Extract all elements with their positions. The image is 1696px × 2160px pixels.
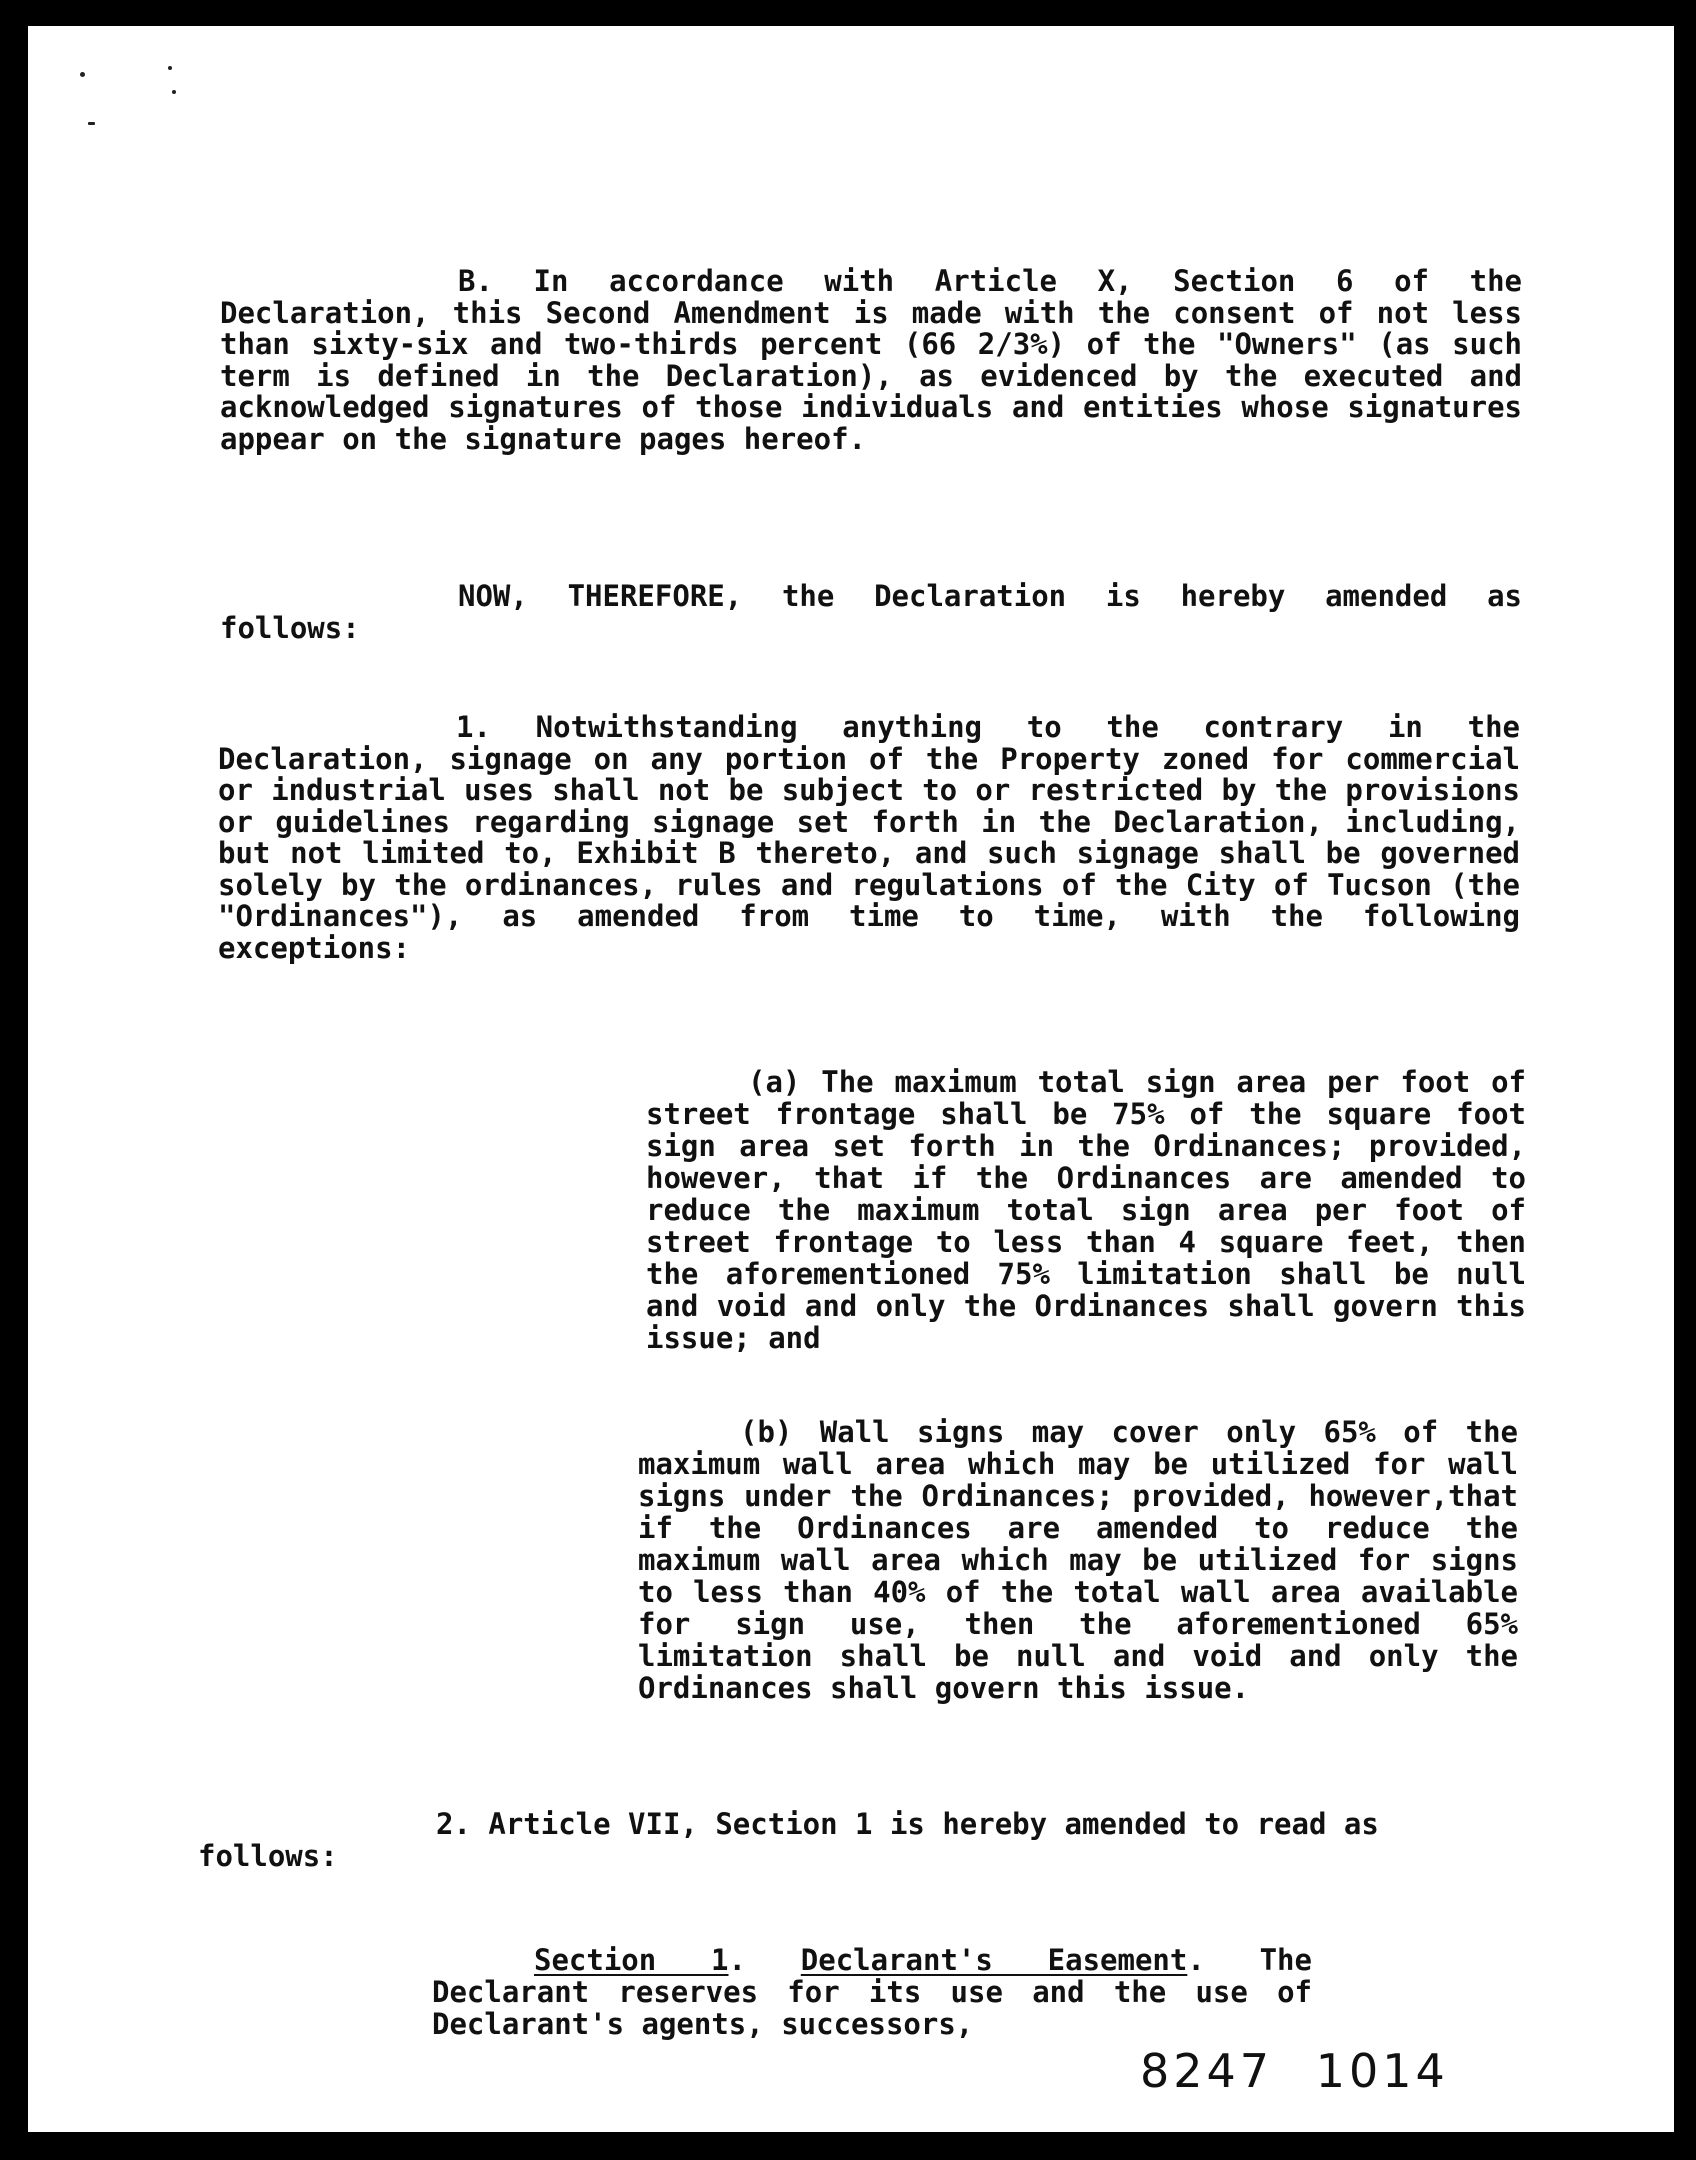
section-1-heading: Section 1 [534,1943,729,1977]
section-1-title: Declarant's Easement [800,1943,1188,1977]
subparagraph-a [646,1066,1526,1354]
section-1-text: . The Declarant reserves for its use and the use of Declarant's agents, successors, [432,1943,1312,2041]
paragraph-1 [218,712,1520,964]
paragraph-b-text: B. In accordance with Article X, Section 6 of the Declaration, this Second Amendment is made with the consent of not less than sixty-six and two-thirds percent (66 2/3%) of the "Owners" (as such term is defined in the Declaration), as evidenced by the executed and acknowledged signatures of those individuals and entities whose signatures appear on the signature pages hereof. [220,264,1522,456]
paragraph-1-text: 1. Notwithstanding anything to the contrary in the Declaration, signage on any portion of the Property zoned for commercial or industrial uses shall not be subject to or restricted by the provisions or guidelines regarding signage set forth in the Declaration, including, but not limited to, Exhibit B thereto, and such signage shall be governed solely by the ordinances, rules and regulations of the City of Tucson (the "Ordinances"), as amended from time to time, with the following exceptions: [218,710,1520,965]
paragraph-2-text: 2. Article VII, Section 1 is hereby amended to read as follows: [198,1807,1379,1873]
scan-speck [168,66,172,70]
section-1-declarants-easement [432,1944,1312,2040]
section-1-separator: . [728,1943,746,1977]
scan-speck [88,122,95,125]
paragraph-2 [198,1808,1500,1872]
subparagraph-b [638,1416,1518,1704]
scan-speck [80,72,85,77]
page-number: 8247 1014 [1140,2044,1449,2098]
paragraph-b [220,266,1522,455]
document-sheet [28,26,1674,2132]
subparagraph-b-text: (b) Wall signs may cover only 65% of the maximum wall area which may be utilized for wall signs under the Ordinances; provided, however,that if the Ordinances are amended to reduce the maximum wall area which may be utilized for signs to less than 40% of the total wall area available for sign use, then the aforementioned 65% limitation shall be null and void and only the Ordinances shall govern this issue. [638,1415,1518,1705]
paragraph-now-therefore [220,581,1522,644]
subparagraph-a-text: (a) The maximum total sign area per foot of street frontage shall be 75% of the square foot sign area set forth in the Ordinances; provided, however, that if the Ordinances are amended to reduce the maximum total sign area per foot of street frontage to less than 4 square feet, then the aforementioned 75% limitation shall be null and void and only the Ordinances shall govern this issue; and [646,1065,1526,1355]
scan-speck [172,90,176,94]
paragraph-now-therefore-text: NOW, THEREFORE, the Declaration is hereby amended as follows: [220,579,1522,645]
